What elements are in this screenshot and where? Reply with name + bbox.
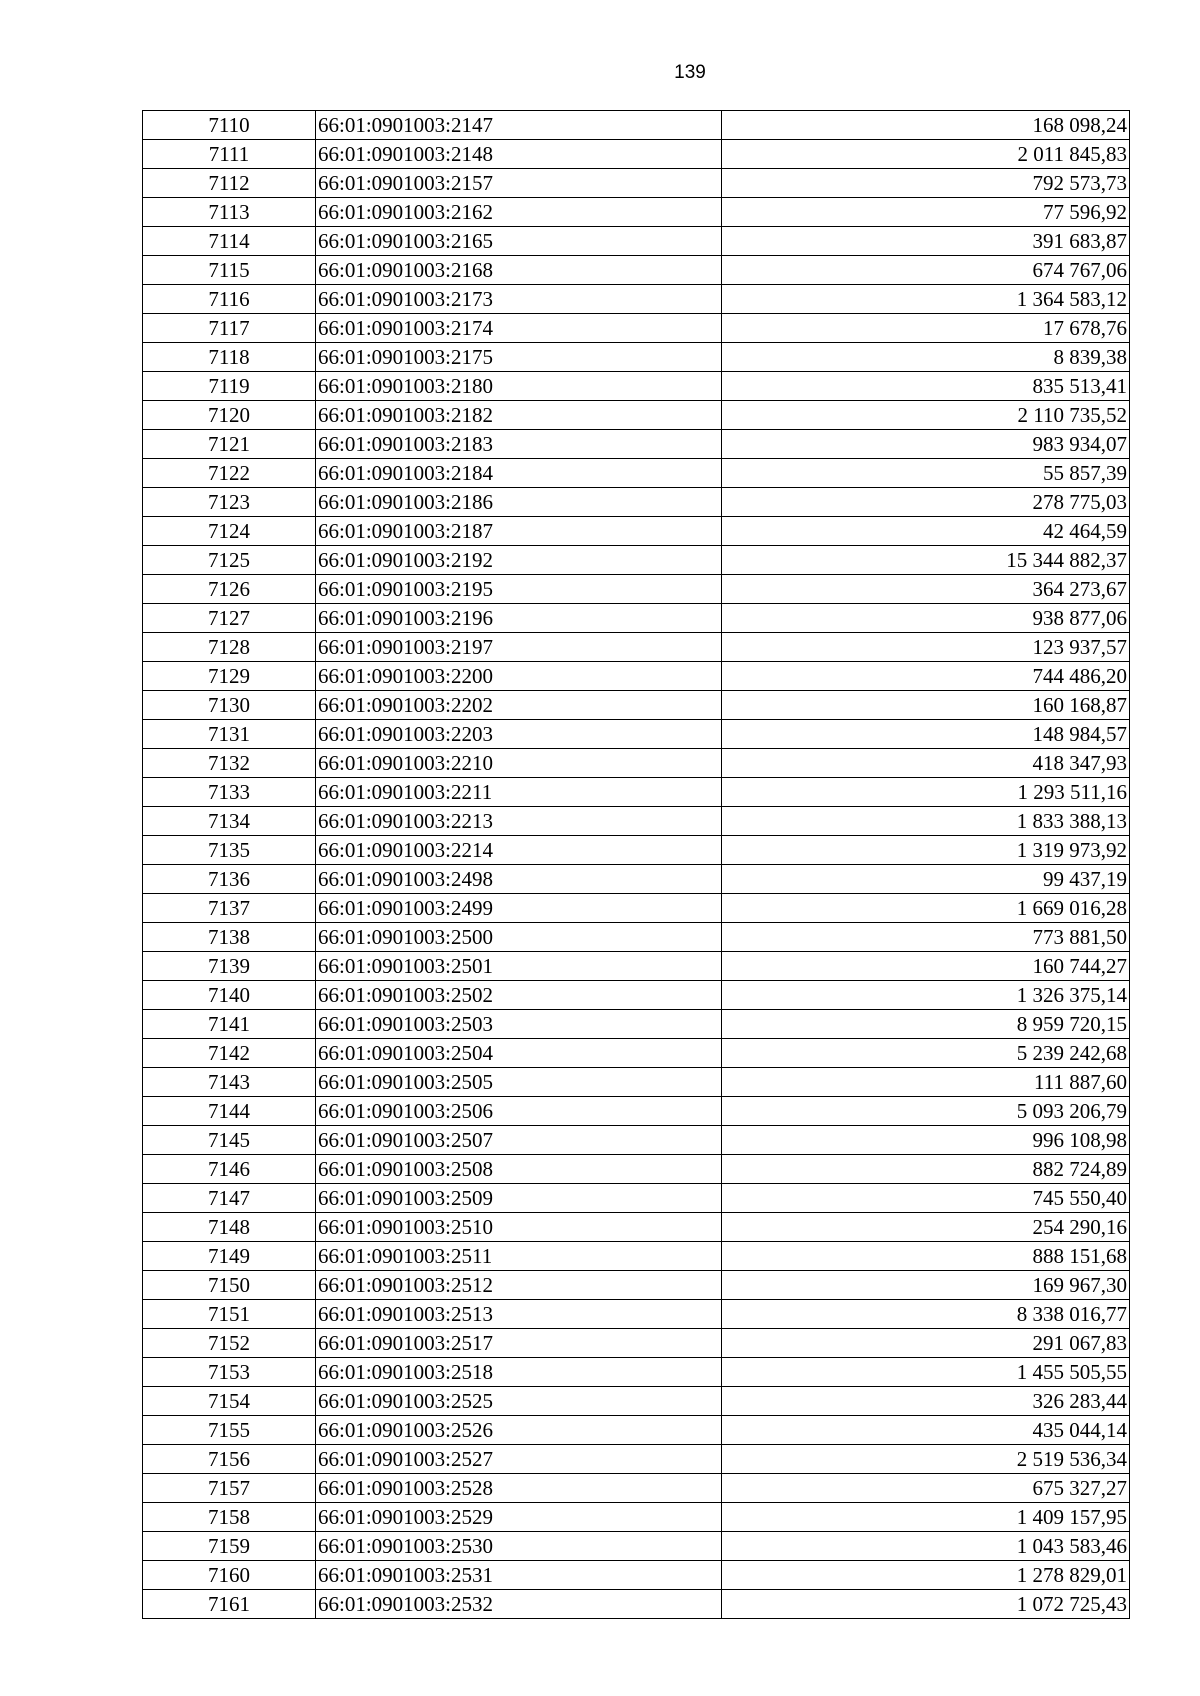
cadastral-value-cell: 745 550,40 [722, 1184, 1130, 1213]
cadastral-value-cell: 2 110 735,52 [722, 401, 1130, 430]
cadastral-value-cell: 278 775,03 [722, 488, 1130, 517]
cadastral-number-cell: 66:01:0901003:2213 [316, 807, 722, 836]
table-row [143, 836, 1130, 865]
cadastral-value-cell: 674 767,06 [722, 256, 1130, 285]
row-number-cell: 7159 [143, 1532, 316, 1561]
cadastral-value-cell: 169 967,30 [722, 1271, 1130, 1300]
cadastral-number-cell: 66:01:0901003:2162 [316, 198, 722, 227]
table-row [143, 1271, 1130, 1300]
table-row [143, 459, 1130, 488]
cadastral-number-cell: 66:01:0901003:2157 [316, 169, 722, 198]
row-number-cell: 7153 [143, 1358, 316, 1387]
row-number-cell: 7143 [143, 1068, 316, 1097]
cadastral-number-cell: 66:01:0901003:2173 [316, 285, 722, 314]
table-row [143, 575, 1130, 604]
cadastral-value-cell: 835 513,41 [722, 372, 1130, 401]
cadastral-number-cell: 66:01:0901003:2526 [316, 1416, 722, 1445]
row-number-cell: 7115 [143, 256, 316, 285]
row-number-cell: 7122 [143, 459, 316, 488]
row-number-cell: 7131 [143, 720, 316, 749]
table-row [143, 981, 1130, 1010]
cadastral-value-cell: 1 326 375,14 [722, 981, 1130, 1010]
row-number-cell: 7111 [143, 140, 316, 169]
table-row [143, 430, 1130, 459]
cadastral-number-cell: 66:01:0901003:2513 [316, 1300, 722, 1329]
cadastral-number-cell: 66:01:0901003:2147 [316, 111, 722, 140]
table-row [143, 169, 1130, 198]
cadastral-value-cell: 326 283,44 [722, 1387, 1130, 1416]
cadastral-value-cell: 2 011 845,83 [722, 140, 1130, 169]
row-number-cell: 7129 [143, 662, 316, 691]
row-number-cell: 7123 [143, 488, 316, 517]
table-row [143, 546, 1130, 575]
row-number-cell: 7126 [143, 575, 316, 604]
table-row [143, 1010, 1130, 1039]
row-number-cell: 7138 [143, 923, 316, 952]
row-number-cell: 7133 [143, 778, 316, 807]
row-number-cell: 7119 [143, 372, 316, 401]
table-row [143, 923, 1130, 952]
cadastral-value-cell: 1 319 973,92 [722, 836, 1130, 865]
cadastral-number-cell: 66:01:0901003:2509 [316, 1184, 722, 1213]
table-row [143, 1097, 1130, 1126]
cadastral-value-cell: 8 959 720,15 [722, 1010, 1130, 1039]
row-number-cell: 7141 [143, 1010, 316, 1039]
cadastral-value-cell: 983 934,07 [722, 430, 1130, 459]
cadastral-number-cell: 66:01:0901003:2527 [316, 1445, 722, 1474]
table-row [143, 604, 1130, 633]
table-row [143, 691, 1130, 720]
cadastral-value-cell: 364 273,67 [722, 575, 1130, 604]
table-row [143, 1358, 1130, 1387]
table-row [143, 807, 1130, 836]
cadastral-value-cell: 1 669 016,28 [722, 894, 1130, 923]
table-row [143, 1329, 1130, 1358]
cadastral-number-cell: 66:01:0901003:2197 [316, 633, 722, 662]
cadastral-number-cell: 66:01:0901003:2501 [316, 952, 722, 981]
row-number-cell: 7118 [143, 343, 316, 372]
row-number-cell: 7146 [143, 1155, 316, 1184]
page-number: 139 [674, 62, 706, 83]
cadastral-value-cell: 99 437,19 [722, 865, 1130, 894]
cadastral-value-table [142, 110, 1130, 1619]
table-row [143, 285, 1130, 314]
cadastral-value-cell: 1 455 505,55 [722, 1358, 1130, 1387]
row-number-cell: 7137 [143, 894, 316, 923]
cadastral-value-cell: 792 573,73 [722, 169, 1130, 198]
cadastral-value-cell: 42 464,59 [722, 517, 1130, 546]
table-row [143, 372, 1130, 401]
cadastral-number-cell: 66:01:0901003:2202 [316, 691, 722, 720]
row-number-cell: 7135 [143, 836, 316, 865]
cadastral-value-cell: 1 409 157,95 [722, 1503, 1130, 1532]
cadastral-value-cell: 168 098,24 [722, 111, 1130, 140]
cadastral-number-cell: 66:01:0901003:2148 [316, 140, 722, 169]
cadastral-value-cell: 160 168,87 [722, 691, 1130, 720]
table-row [143, 1474, 1130, 1503]
cadastral-number-cell: 66:01:0901003:2214 [316, 836, 722, 865]
cadastral-value-cell: 148 984,57 [722, 720, 1130, 749]
row-number-cell: 7149 [143, 1242, 316, 1271]
row-number-cell: 7156 [143, 1445, 316, 1474]
table-row [143, 1039, 1130, 1068]
row-number-cell: 7148 [143, 1213, 316, 1242]
cadastral-value-cell: 8 839,38 [722, 343, 1130, 372]
row-number-cell: 7114 [143, 227, 316, 256]
table-row [143, 1184, 1130, 1213]
row-number-cell: 7139 [143, 952, 316, 981]
table-row [143, 749, 1130, 778]
row-number-cell: 7147 [143, 1184, 316, 1213]
cadastral-number-cell: 66:01:0901003:2511 [316, 1242, 722, 1271]
table-row [143, 401, 1130, 430]
cadastral-value-cell: 675 327,27 [722, 1474, 1130, 1503]
cadastral-number-cell: 66:01:0901003:2498 [316, 865, 722, 894]
cadastral-number-cell: 66:01:0901003:2525 [316, 1387, 722, 1416]
table-row [143, 1532, 1130, 1561]
cadastral-number-cell: 66:01:0901003:2528 [316, 1474, 722, 1503]
row-number-cell: 7152 [143, 1329, 316, 1358]
cadastral-value-cell: 418 347,93 [722, 749, 1130, 778]
table-row [143, 1561, 1130, 1590]
table-row [143, 1068, 1130, 1097]
cadastral-value-cell: 882 724,89 [722, 1155, 1130, 1184]
cadastral-value-cell: 1 364 583,12 [722, 285, 1130, 314]
cadastral-number-cell: 66:01:0901003:2518 [316, 1358, 722, 1387]
cadastral-number-cell: 66:01:0901003:2531 [316, 1561, 722, 1590]
cadastral-value-cell: 111 887,60 [722, 1068, 1130, 1097]
cadastral-value-cell: 160 744,27 [722, 952, 1130, 981]
cadastral-number-cell: 66:01:0901003:2174 [316, 314, 722, 343]
table-row [143, 1155, 1130, 1184]
cadastral-value-cell: 254 290,16 [722, 1213, 1130, 1242]
cadastral-value-cell: 1 293 511,16 [722, 778, 1130, 807]
row-number-cell: 7154 [143, 1387, 316, 1416]
row-number-cell: 7125 [143, 546, 316, 575]
cadastral-value-cell: 938 877,06 [722, 604, 1130, 633]
cadastral-number-cell: 66:01:0901003:2517 [316, 1329, 722, 1358]
row-number-cell: 7150 [143, 1271, 316, 1300]
cadastral-value-cell: 2 519 536,34 [722, 1445, 1130, 1474]
table-row [143, 1503, 1130, 1532]
row-number-cell: 7127 [143, 604, 316, 633]
row-number-cell: 7120 [143, 401, 316, 430]
cadastral-value-cell: 1 072 725,43 [722, 1590, 1130, 1619]
cadastral-number-cell: 66:01:0901003:2180 [316, 372, 722, 401]
row-number-cell: 7136 [143, 865, 316, 894]
cadastral-number-cell: 66:01:0901003:2186 [316, 488, 722, 517]
cadastral-number-cell: 66:01:0901003:2512 [316, 1271, 722, 1300]
table-row [143, 517, 1130, 546]
cadastral-number-cell: 66:01:0901003:2508 [316, 1155, 722, 1184]
table-row [143, 778, 1130, 807]
row-number-cell: 7140 [143, 981, 316, 1010]
cadastral-value-cell: 1 278 829,01 [722, 1561, 1130, 1590]
row-number-cell: 7134 [143, 807, 316, 836]
row-number-cell: 7161 [143, 1590, 316, 1619]
table-row [143, 256, 1130, 285]
cadastral-number-cell: 66:01:0901003:2195 [316, 575, 722, 604]
cadastral-number-cell: 66:01:0901003:2192 [316, 546, 722, 575]
table-row [143, 894, 1130, 923]
cadastral-number-cell: 66:01:0901003:2507 [316, 1126, 722, 1155]
table-row [143, 1126, 1130, 1155]
table-row [143, 633, 1130, 662]
cadastral-value-cell: 77 596,92 [722, 198, 1130, 227]
cadastral-number-cell: 66:01:0901003:2165 [316, 227, 722, 256]
cadastral-value-cell: 17 678,76 [722, 314, 1130, 343]
row-number-cell: 7110 [143, 111, 316, 140]
cadastral-value-cell: 291 067,83 [722, 1329, 1130, 1358]
row-number-cell: 7128 [143, 633, 316, 662]
cadastral-number-cell: 66:01:0901003:2504 [316, 1039, 722, 1068]
cadastral-number-cell: 66:01:0901003:2532 [316, 1590, 722, 1619]
row-number-cell: 7142 [143, 1039, 316, 1068]
cadastral-value-cell: 435 044,14 [722, 1416, 1130, 1445]
cadastral-number-cell: 66:01:0901003:2510 [316, 1213, 722, 1242]
table-row [143, 227, 1130, 256]
row-number-cell: 7113 [143, 198, 316, 227]
row-number-cell: 7155 [143, 1416, 316, 1445]
cadastral-value-cell: 55 857,39 [722, 459, 1130, 488]
cadastral-number-cell: 66:01:0901003:2530 [316, 1532, 722, 1561]
cadastral-value-cell: 888 151,68 [722, 1242, 1130, 1271]
table-row [143, 343, 1130, 372]
cadastral-number-cell: 66:01:0901003:2505 [316, 1068, 722, 1097]
table-row [143, 865, 1130, 894]
table-body [143, 111, 1130, 1619]
cadastral-value-cell: 744 486,20 [722, 662, 1130, 691]
table-row [143, 1416, 1130, 1445]
cadastral-number-cell: 66:01:0901003:2503 [316, 1010, 722, 1039]
cadastral-number-cell: 66:01:0901003:2211 [316, 778, 722, 807]
row-number-cell: 7145 [143, 1126, 316, 1155]
cadastral-number-cell: 66:01:0901003:2502 [316, 981, 722, 1010]
row-number-cell: 7132 [143, 749, 316, 778]
row-number-cell: 7158 [143, 1503, 316, 1532]
cadastral-number-cell: 66:01:0901003:2175 [316, 343, 722, 372]
cadastral-number-cell: 66:01:0901003:2168 [316, 256, 722, 285]
cadastral-value-cell: 391 683,87 [722, 227, 1130, 256]
row-number-cell: 7144 [143, 1097, 316, 1126]
row-number-cell: 7151 [143, 1300, 316, 1329]
cadastral-value-cell: 773 881,50 [722, 923, 1130, 952]
cadastral-number-cell: 66:01:0901003:2500 [316, 923, 722, 952]
row-number-cell: 7117 [143, 314, 316, 343]
table-row [143, 314, 1130, 343]
cadastral-number-cell: 66:01:0901003:2529 [316, 1503, 722, 1532]
cadastral-number-cell: 66:01:0901003:2196 [316, 604, 722, 633]
row-number-cell: 7112 [143, 169, 316, 198]
row-number-cell: 7124 [143, 517, 316, 546]
cadastral-value-cell: 123 937,57 [722, 633, 1130, 662]
cadastral-value-cell: 996 108,98 [722, 1126, 1130, 1155]
table-row [143, 1445, 1130, 1474]
table-row [143, 1213, 1130, 1242]
cadastral-value-cell: 1 043 583,46 [722, 1532, 1130, 1561]
table-row [143, 140, 1130, 169]
cadastral-number-cell: 66:01:0901003:2203 [316, 720, 722, 749]
cadastral-number-cell: 66:01:0901003:2187 [316, 517, 722, 546]
row-number-cell: 7130 [143, 691, 316, 720]
row-number-cell: 7160 [143, 1561, 316, 1590]
table-row [143, 720, 1130, 749]
row-number-cell: 7116 [143, 285, 316, 314]
table-row [143, 488, 1130, 517]
table-row [143, 662, 1130, 691]
table-row [143, 198, 1130, 227]
table-row [143, 111, 1130, 140]
cadastral-number-cell: 66:01:0901003:2499 [316, 894, 722, 923]
cadastral-value-cell: 8 338 016,77 [722, 1300, 1130, 1329]
cadastral-value-cell: 5 239 242,68 [722, 1039, 1130, 1068]
cadastral-number-cell: 66:01:0901003:2182 [316, 401, 722, 430]
table-row [143, 1242, 1130, 1271]
cadastral-number-cell: 66:01:0901003:2506 [316, 1097, 722, 1126]
table-row [143, 952, 1130, 981]
cadastral-number-cell: 66:01:0901003:2200 [316, 662, 722, 691]
table-row [143, 1300, 1130, 1329]
cadastral-value-cell: 5 093 206,79 [722, 1097, 1130, 1126]
cadastral-number-cell: 66:01:0901003:2210 [316, 749, 722, 778]
row-number-cell: 7121 [143, 430, 316, 459]
table-row [143, 1590, 1130, 1619]
row-number-cell: 7157 [143, 1474, 316, 1503]
cadastral-value-cell: 15 344 882,37 [722, 546, 1130, 575]
table-row [143, 1387, 1130, 1416]
cadastral-number-cell: 66:01:0901003:2184 [316, 459, 722, 488]
cadastral-number-cell: 66:01:0901003:2183 [316, 430, 722, 459]
cadastral-value-cell: 1 833 388,13 [722, 807, 1130, 836]
